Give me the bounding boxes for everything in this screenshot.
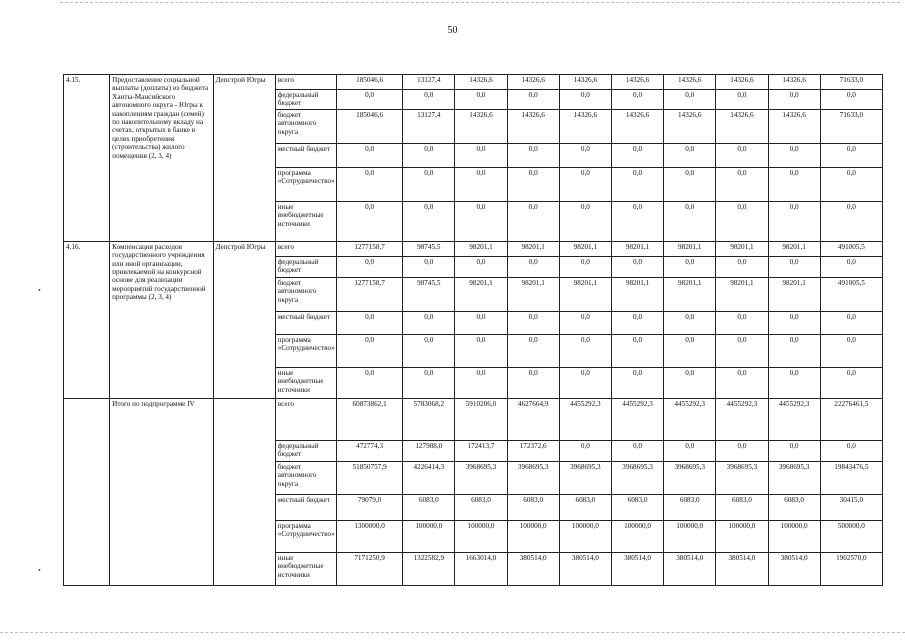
amount-cell: 172372,6 bbox=[507, 440, 559, 461]
amount-cell: 4226414,3 bbox=[403, 461, 455, 494]
amount-cell: 0,0 bbox=[336, 256, 402, 277]
amount-cell: 0,0 bbox=[559, 143, 611, 167]
amount-cell: 6083,0 bbox=[611, 494, 663, 520]
amount-cell: 380514,0 bbox=[664, 552, 716, 585]
amount-cell: 0,0 bbox=[559, 311, 611, 334]
amount-cell: 0,0 bbox=[455, 311, 507, 334]
amount-cell: 1277158,7 bbox=[336, 241, 402, 256]
amount-cell: 3968695,3 bbox=[507, 461, 559, 494]
amount-cell: 0,0 bbox=[559, 90, 611, 110]
amount-cell: 500000,0 bbox=[820, 520, 882, 552]
amount-cell: 0,0 bbox=[664, 311, 716, 334]
amount-cell: 0,0 bbox=[768, 201, 820, 241]
amount-cell: 0,0 bbox=[716, 201, 768, 241]
amount-cell: 98201,1 bbox=[768, 241, 820, 256]
amount-cell: 0,0 bbox=[611, 90, 663, 110]
amount-cell: 0,0 bbox=[820, 311, 882, 334]
amount-cell: 14326,6 bbox=[768, 75, 820, 90]
amount-cell: 491005,5 bbox=[820, 241, 882, 256]
amount-cell: 0,0 bbox=[507, 311, 559, 334]
item-name: Итого по подпрограмме IV bbox=[110, 398, 213, 585]
scan-top-edge bbox=[60, 2, 900, 3]
funding-source: иные внебюджетные источники bbox=[275, 367, 336, 398]
amount-cell: 185046,6 bbox=[336, 75, 402, 90]
amount-cell: 0,0 bbox=[820, 167, 882, 201]
funding-source: местный бюджет bbox=[275, 143, 336, 167]
amount-cell: 0,0 bbox=[559, 367, 611, 398]
amount-cell: 98201,1 bbox=[664, 277, 716, 311]
amount-cell: 0,0 bbox=[611, 201, 663, 241]
amount-cell: 98201,1 bbox=[611, 277, 663, 311]
amount-cell: 0,0 bbox=[611, 311, 663, 334]
amount-cell: 0,0 bbox=[403, 256, 455, 277]
funding-source: всего bbox=[275, 398, 336, 440]
item-number: 4.15. bbox=[64, 75, 110, 242]
amount-cell: 13127,4 bbox=[403, 109, 455, 143]
amount-cell: 0,0 bbox=[716, 90, 768, 110]
amount-cell: 0,0 bbox=[716, 440, 768, 461]
amount-cell: 0,0 bbox=[611, 167, 663, 201]
amount-cell: 1322582,9 bbox=[403, 552, 455, 585]
amount-cell: 6083,0 bbox=[768, 494, 820, 520]
amount-cell: 98745,5 bbox=[403, 277, 455, 311]
amount-cell: 14326,6 bbox=[664, 75, 716, 90]
item-executor: Депстрой Югры bbox=[213, 241, 275, 398]
amount-cell: 98201,1 bbox=[559, 241, 611, 256]
amount-cell: 14326,6 bbox=[507, 75, 559, 90]
amount-cell: 98201,1 bbox=[507, 241, 559, 256]
funding-source: иные внебюджетные источники bbox=[275, 201, 336, 241]
amount-cell: 0,0 bbox=[716, 143, 768, 167]
amount-cell: 0,0 bbox=[455, 201, 507, 241]
amount-cell: 98201,1 bbox=[507, 277, 559, 311]
amount-cell: 0,0 bbox=[403, 334, 455, 367]
amount-cell: 0,0 bbox=[403, 90, 455, 110]
amount-cell: 0,0 bbox=[455, 367, 507, 398]
amount-cell: 0,0 bbox=[768, 143, 820, 167]
amount-cell: 0,0 bbox=[455, 167, 507, 201]
amount-cell: 0,0 bbox=[507, 167, 559, 201]
amount-cell: 14326,6 bbox=[664, 109, 716, 143]
amount-cell: 0,0 bbox=[664, 256, 716, 277]
amount-cell: 100000,0 bbox=[559, 520, 611, 552]
amount-cell: 0,0 bbox=[336, 167, 402, 201]
amount-cell: 0,0 bbox=[820, 90, 882, 110]
amount-cell: 185046,6 bbox=[336, 109, 402, 143]
amount-cell: 491005,5 bbox=[820, 277, 882, 311]
amount-cell: 0,0 bbox=[768, 311, 820, 334]
amount-cell: 98745,5 bbox=[403, 241, 455, 256]
amount-cell: 0,0 bbox=[716, 334, 768, 367]
amount-cell: 4627664,9 bbox=[507, 398, 559, 440]
amount-cell: 0,0 bbox=[403, 311, 455, 334]
amount-cell: 14326,6 bbox=[768, 109, 820, 143]
amount-cell: 98201,1 bbox=[664, 241, 716, 256]
amount-cell: 0,0 bbox=[507, 256, 559, 277]
amount-cell: 0,0 bbox=[507, 143, 559, 167]
amount-cell: 0,0 bbox=[820, 256, 882, 277]
amount-cell: 0,0 bbox=[664, 90, 716, 110]
amount-cell: 5910206,0 bbox=[455, 398, 507, 440]
amount-cell: 3968695,3 bbox=[455, 461, 507, 494]
amount-cell: 0,0 bbox=[336, 334, 402, 367]
amount-cell: 1902570,0 bbox=[820, 552, 882, 585]
funding-source: местный бюджет bbox=[275, 494, 336, 520]
amount-cell: 100000,0 bbox=[455, 520, 507, 552]
amount-cell: 0,0 bbox=[664, 367, 716, 398]
amount-cell: 100000,0 bbox=[611, 520, 663, 552]
amount-cell: 98201,1 bbox=[455, 277, 507, 311]
amount-cell: 100000,0 bbox=[507, 520, 559, 552]
amount-cell: 0,0 bbox=[664, 143, 716, 167]
amount-cell: 0,0 bbox=[336, 367, 402, 398]
amount-cell: 380514,0 bbox=[716, 552, 768, 585]
amount-cell: 14326,6 bbox=[716, 109, 768, 143]
amount-cell: 7171250,9 bbox=[336, 552, 402, 585]
amount-cell: 6083,0 bbox=[403, 494, 455, 520]
amount-cell: 14326,6 bbox=[611, 75, 663, 90]
budget-table bbox=[63, 74, 883, 586]
amount-cell: 0,0 bbox=[559, 167, 611, 201]
amount-cell: 98201,1 bbox=[455, 241, 507, 256]
funding-source: федеральный бюджет bbox=[275, 256, 336, 277]
amount-cell: 14326,6 bbox=[507, 109, 559, 143]
item-number bbox=[64, 398, 110, 585]
funding-source: федеральный бюджет bbox=[275, 90, 336, 110]
amount-cell: 6083,0 bbox=[507, 494, 559, 520]
amount-cell: 0,0 bbox=[611, 256, 663, 277]
amount-cell: 6083,0 bbox=[664, 494, 716, 520]
amount-cell: 0,0 bbox=[716, 256, 768, 277]
amount-cell: 0,0 bbox=[716, 311, 768, 334]
amount-cell: 14326,6 bbox=[559, 109, 611, 143]
funding-source: местный бюджет bbox=[275, 311, 336, 334]
funding-source: федеральный бюджет bbox=[275, 440, 336, 461]
amount-cell: 0,0 bbox=[336, 201, 402, 241]
item-name: Предоставление социальной выплаты (доплаты) из бюджета Ханты-Мансийского автономного округа - Югры к накоплениям граждан (семей) по накопительному вкладу на счетах, открытых в банке в целях приобретения (строительства) жилого помещения (2, 3, 4) bbox=[110, 75, 213, 242]
amount-cell: 472774,3 bbox=[336, 440, 402, 461]
amount-cell: 51850757,9 bbox=[336, 461, 402, 494]
amount-cell: 0,0 bbox=[768, 167, 820, 201]
amount-cell: 4455292,3 bbox=[559, 398, 611, 440]
funding-source: иные внебюджетные источники bbox=[275, 552, 336, 585]
item-executor bbox=[213, 398, 275, 585]
amount-cell: 3968695,3 bbox=[664, 461, 716, 494]
amount-cell: 1300000,0 bbox=[336, 520, 402, 552]
amount-cell: 0,0 bbox=[820, 367, 882, 398]
table-body bbox=[64, 75, 883, 586]
amount-cell: 0,0 bbox=[336, 143, 402, 167]
amount-cell: 0,0 bbox=[768, 90, 820, 110]
amount-cell: 6083,0 bbox=[716, 494, 768, 520]
amount-cell: 0,0 bbox=[820, 440, 882, 461]
amount-cell: 0,0 bbox=[820, 143, 882, 167]
amount-cell: 100000,0 bbox=[664, 520, 716, 552]
amount-cell: 14326,6 bbox=[716, 75, 768, 90]
amount-cell: 5783068,2 bbox=[403, 398, 455, 440]
amount-cell: 6083,0 bbox=[455, 494, 507, 520]
page-number: 50 bbox=[447, 25, 458, 36]
amount-cell: 3968695,3 bbox=[611, 461, 663, 494]
amount-cell: 100000,0 bbox=[716, 520, 768, 552]
item-name: Компенсация расходов государственного учреждения или иной организации, привлекаемой на конкурсной основе для реализации мероприятий государственной программы (2, 3, 4) bbox=[110, 241, 213, 398]
amount-cell: 13127,4 bbox=[403, 75, 455, 90]
amount-cell: 30415,0 bbox=[820, 494, 882, 520]
amount-cell: 0,0 bbox=[768, 334, 820, 367]
amount-cell: 60873862,1 bbox=[336, 398, 402, 440]
amount-cell: 0,0 bbox=[403, 367, 455, 398]
amount-cell: 0,0 bbox=[611, 440, 663, 461]
amount-cell: 14326,6 bbox=[559, 75, 611, 90]
amount-cell: 3968695,3 bbox=[768, 461, 820, 494]
amount-cell: 14326,6 bbox=[455, 109, 507, 143]
amount-cell: 0,0 bbox=[664, 201, 716, 241]
amount-cell: 0,0 bbox=[664, 334, 716, 367]
amount-cell: 1663014,0 bbox=[455, 552, 507, 585]
funding-source: программа «Сотрудничество» bbox=[275, 167, 336, 201]
amount-cell: 380514,0 bbox=[507, 552, 559, 585]
amount-cell: 14326,6 bbox=[455, 75, 507, 90]
funding-source: бюджет автономного округа bbox=[275, 109, 336, 143]
item-number: 4.16. bbox=[64, 241, 110, 398]
amount-cell: 0,0 bbox=[611, 367, 663, 398]
amount-cell: 0,0 bbox=[559, 201, 611, 241]
funding-source: бюджет автономного округа bbox=[275, 277, 336, 311]
amount-cell: 0,0 bbox=[507, 201, 559, 241]
amount-cell: 0,0 bbox=[820, 201, 882, 241]
scan-mark: • bbox=[38, 566, 41, 575]
amount-cell: 0,0 bbox=[455, 256, 507, 277]
table-row bbox=[64, 241, 883, 256]
amount-cell: 0,0 bbox=[455, 90, 507, 110]
funding-source: всего bbox=[275, 241, 336, 256]
amount-cell: 0,0 bbox=[611, 143, 663, 167]
amount-cell: 19843476,5 bbox=[820, 461, 882, 494]
amount-cell: 4455292,3 bbox=[716, 398, 768, 440]
amount-cell: 0,0 bbox=[768, 440, 820, 461]
amount-cell: 0,0 bbox=[559, 440, 611, 461]
amount-cell: 0,0 bbox=[768, 367, 820, 398]
amount-cell: 0,0 bbox=[507, 90, 559, 110]
amount-cell: 0,0 bbox=[403, 167, 455, 201]
amount-cell: 380514,0 bbox=[768, 552, 820, 585]
funding-source: программа «Сотрудничество» bbox=[275, 520, 336, 552]
amount-cell: 0,0 bbox=[716, 367, 768, 398]
amount-cell: 172413,7 bbox=[455, 440, 507, 461]
amount-cell: 6083,0 bbox=[559, 494, 611, 520]
amount-cell: 127988,0 bbox=[403, 440, 455, 461]
amount-cell: 3968695,3 bbox=[559, 461, 611, 494]
item-executor: Депстрой Югры bbox=[213, 75, 275, 242]
amount-cell: 100000,0 bbox=[768, 520, 820, 552]
amount-cell: 0,0 bbox=[559, 256, 611, 277]
amount-cell: 79079,0 bbox=[336, 494, 402, 520]
table-row bbox=[64, 75, 883, 90]
funding-source: бюджет автономного округа bbox=[275, 461, 336, 494]
amount-cell: 0,0 bbox=[403, 201, 455, 241]
amount-cell: 0,0 bbox=[507, 367, 559, 398]
scan-mark: • bbox=[38, 286, 41, 295]
amount-cell: 0,0 bbox=[507, 334, 559, 367]
amount-cell: 0,0 bbox=[768, 256, 820, 277]
amount-cell: 4455292,3 bbox=[611, 398, 663, 440]
amount-cell: 98201,1 bbox=[559, 277, 611, 311]
amount-cell: 98201,1 bbox=[611, 241, 663, 256]
amount-cell: 22276461,5 bbox=[820, 398, 882, 440]
amount-cell: 14326,6 bbox=[611, 109, 663, 143]
table-row bbox=[64, 398, 883, 440]
amount-cell: 4455292,3 bbox=[768, 398, 820, 440]
amount-cell: 0,0 bbox=[336, 311, 402, 334]
amount-cell: 98201,1 bbox=[716, 241, 768, 256]
amount-cell: 0,0 bbox=[455, 143, 507, 167]
amount-cell: 4455292,3 bbox=[664, 398, 716, 440]
scan-bottom-edge bbox=[0, 632, 905, 633]
amount-cell: 380514,0 bbox=[559, 552, 611, 585]
amount-cell: 0,0 bbox=[336, 90, 402, 110]
amount-cell: 71633,0 bbox=[820, 109, 882, 143]
amount-cell: 0,0 bbox=[664, 440, 716, 461]
amount-cell: 71633,0 bbox=[820, 75, 882, 90]
amount-cell: 380514,0 bbox=[611, 552, 663, 585]
amount-cell: 0,0 bbox=[820, 334, 882, 367]
amount-cell: 0,0 bbox=[611, 334, 663, 367]
amount-cell: 0,0 bbox=[716, 167, 768, 201]
amount-cell: 3968695,3 bbox=[716, 461, 768, 494]
amount-cell: 1277158,7 bbox=[336, 277, 402, 311]
amount-cell: 0,0 bbox=[559, 334, 611, 367]
amount-cell: 0,0 bbox=[664, 167, 716, 201]
funding-source: всего bbox=[275, 75, 336, 90]
funding-source: программа «Сотрудничество» bbox=[275, 334, 336, 367]
amount-cell: 0,0 bbox=[455, 334, 507, 367]
amount-cell: 0,0 bbox=[403, 143, 455, 167]
amount-cell: 98201,1 bbox=[768, 277, 820, 311]
amount-cell: 98201,1 bbox=[716, 277, 768, 311]
amount-cell: 100000,0 bbox=[403, 520, 455, 552]
